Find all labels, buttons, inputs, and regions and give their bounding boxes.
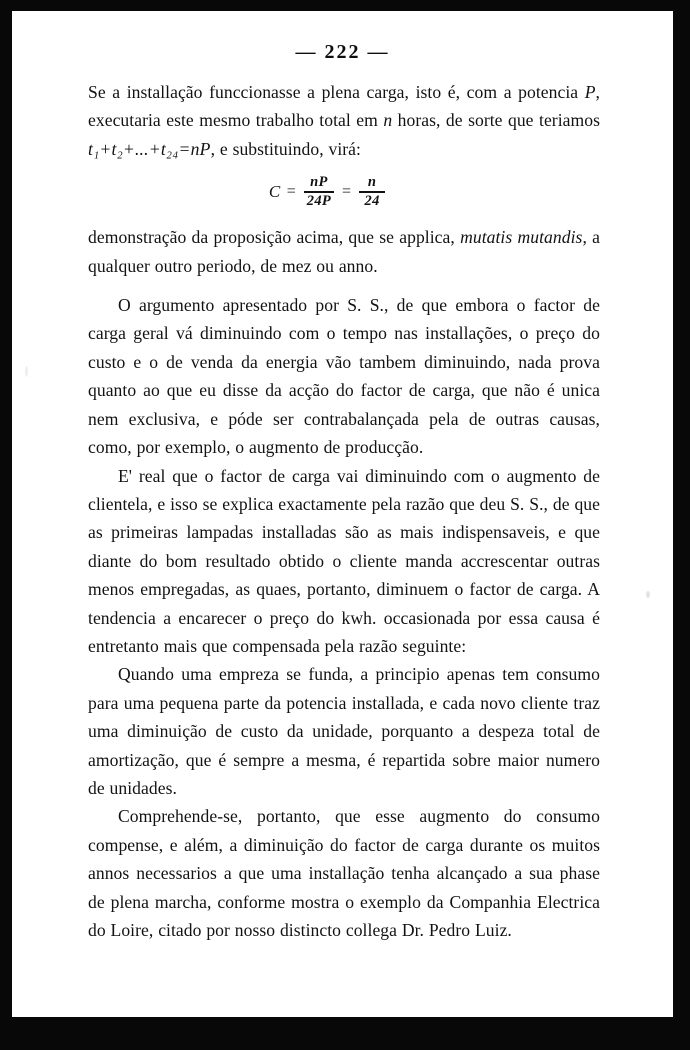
formula-equals-1: =	[286, 183, 296, 201]
para-1-math-P: P	[584, 82, 596, 102]
paragraph-4: E' real que o factor de carga vai diminuindo com o augmento de clientela, e isso se explica exactamente pela razão que deu S. S., de que as primeiras lampadas installadas são as mais indispensaveis, e que diante do bom resultado obtido o cliente manda accrescentar outras menos empregadas, as quaes, portanto, diminuem o factor de carga. A tendencia a encarecer o preço do kwh. occasionada por essa causa é entretanto mais que compensada pela razão seguinte:	[88, 465, 600, 656]
formula-equals-2: =	[342, 183, 352, 201]
para-1-seg-text-b: , executaria este mesmo trabalho total em	[88, 82, 600, 131]
formula-fraction-1	[304, 175, 334, 209]
formula-lhs: C	[268, 182, 281, 202]
page-number-header: — 222 —	[295, 41, 390, 63]
paragraph-3: O argumento apresentado por S. S., de que embora o factor de carga geral vá diminuindo com o tempo nas installações, o preço do custo e o de venda da energia vão tambem diminuindo, nada prova quanto ao que eu disse da acção do factor de carga, que não é unica nem exclusiva, e póde ser contrabalançada pela de outras causas, como, por exemplo, o augmento de producção.	[88, 295, 600, 458]
display-formula	[88, 175, 600, 209]
formula-fraction-2-denominator: 24	[364, 193, 380, 210]
formula-fraction-2-numerator: n	[367, 174, 377, 191]
scan-artifact-speck-right	[646, 591, 650, 598]
paragraph-2	[88, 223, 600, 280]
document-page	[12, 11, 673, 1017]
scan-artifact-speck-left	[25, 366, 28, 377]
para-1-seg-text-a: Se a installação funccionasse a plena carga, isto é, com a potencia	[88, 82, 585, 102]
para-1-math-n: n	[383, 110, 393, 131]
formula-fraction-1-numerator: nP	[310, 174, 328, 191]
paragraph-6: Comprehende-se, portanto, que esse augmento do consumo compense, e além, a diminuição do factor de carga durante os muitos annos necessarios a que uma installação tenha alcançado a sua phase de plena marcha, conforme mostra o exemplo da Companhia Electrica do Loire, citado por nosso distincto collega Dr. Pedro Luiz.	[88, 806, 600, 940]
paragraph-1	[88, 78, 600, 163]
formula-fraction-2	[359, 175, 385, 209]
formula-fraction-1-denominator: 24P	[306, 193, 332, 210]
para-1-seg-text-d: , e substituindo, virá:	[210, 138, 361, 159]
para-2-italic-phrase: mutatis mutandis	[460, 227, 583, 248]
para-2-seg-text-b: , a qualquer outro periodo, de mez ou anno.	[88, 227, 600, 276]
para-1-math-sum: t₁+t₂+...+t₂₄=nP	[88, 138, 211, 159]
page-text-body	[88, 78, 600, 944]
para-1-seg-text-c: horas, de sorte que teriamos	[392, 110, 600, 131]
para-2-seg-text-a: demonstração da proposição acima, que se applica,	[88, 227, 461, 248]
paragraph-5: Quando uma empreza se funda, a principio apenas tem consumo para uma pequena parte da potencia installada, e cada novo cliente traz uma diminuição de custo da unidade, porquanto a despeza total de amortização, que é sempre a mesma, é repartida sobre maior numero de unidades.	[88, 664, 600, 798]
